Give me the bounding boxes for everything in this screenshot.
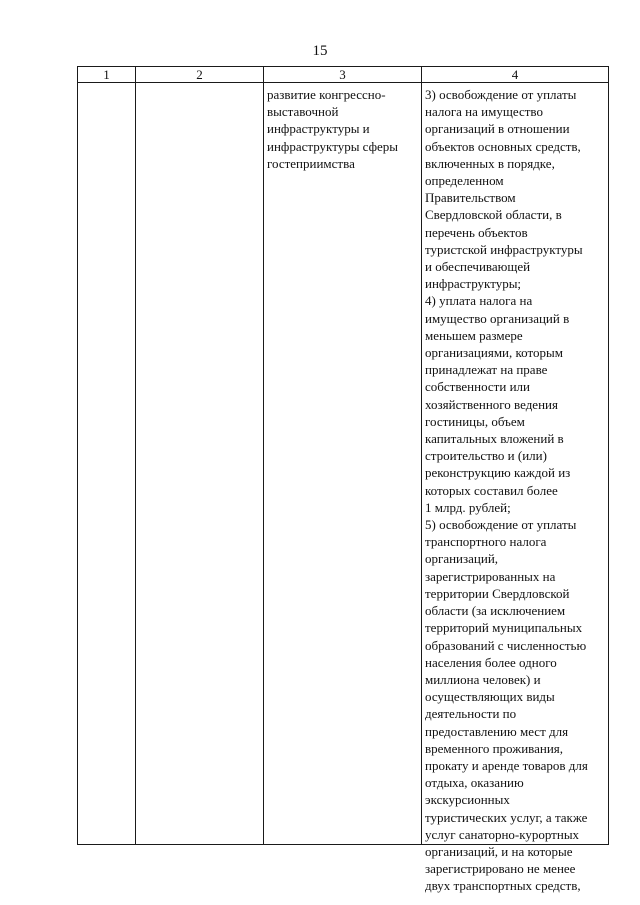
col4-text-line: территории Свердловской <box>425 585 570 601</box>
col4-text-line: деятельности по <box>425 706 517 722</box>
benefits-table <box>77 66 609 894</box>
col4-text-line: экскурсионных <box>425 792 510 808</box>
col4-text-line: услуг санаторно-курортных <box>425 826 580 842</box>
col4-text-line: 3) освобождение от уплаты <box>425 87 577 102</box>
col4-text-line: объектов основных средств, <box>425 138 581 154</box>
col4-text-line: инфраструктуры; <box>425 276 522 292</box>
cell-col-4 <box>422 83 609 894</box>
table-header-row <box>78 67 609 83</box>
col4-text-line: образований с численностью <box>425 637 587 653</box>
col4-text-line: осуществляющих виды <box>425 689 555 705</box>
col4-text-line: 5) освобождение от уплаты <box>425 517 577 533</box>
col4-text-line: включенных в порядке, <box>425 155 555 171</box>
header-col-3: 3 <box>264 67 422 83</box>
col4-text-line: строительство и (или) <box>425 448 547 464</box>
col4-text-line: Свердловской области, в <box>425 207 562 223</box>
col4-text-line: хозяйственного ведения <box>425 396 558 412</box>
col4-text-line: Правительством <box>425 190 516 206</box>
col4-text-line: зарегистрированных на <box>425 568 556 584</box>
col4-text-line: 1 млрд. рублей; <box>425 499 511 515</box>
cell-col-2-text <box>136 83 263 85</box>
header-col-2: 2 <box>136 67 264 83</box>
col4-text-line: перечень объектов <box>425 224 528 240</box>
col3-text-line: выставочной <box>267 104 339 120</box>
col3-text-line: развитие конгрессно- <box>267 87 386 102</box>
col4-text-line: организациями, которым <box>425 345 563 361</box>
col4-text-line: и обеспечивающей <box>425 259 531 275</box>
col3-text-line: гостеприимства <box>267 155 355 171</box>
col4-text-line: области (за исключением <box>425 603 566 619</box>
col4-text-line: меньшем размере <box>425 327 523 343</box>
col4-text-line: собственности или <box>425 379 530 395</box>
page-number: 15 <box>312 43 328 59</box>
col4-text-line: временного проживания, <box>425 740 564 756</box>
header-col-1: 1 <box>78 67 136 83</box>
col4-text-line: капитальных вложений в <box>425 431 564 447</box>
col4-text-line: туристской инфраструктуры <box>425 241 583 257</box>
col3-text-line: инфраструктуры и <box>267 121 370 137</box>
cell-col-3 <box>264 83 422 845</box>
col4-text-line: имущество организаций в <box>425 310 570 326</box>
col4-text-line: налога на имущество <box>425 104 543 120</box>
col4-text-line: организаций, и на которые <box>425 843 573 859</box>
col3-text-line: инфраструктуры сферы <box>267 138 399 154</box>
cell-col-4-text <box>422 83 608 894</box>
cell-col-3-text <box>264 83 421 172</box>
col4-text-line: зарегистрировано не менее <box>425 861 576 877</box>
cell-col-1-text <box>78 83 135 85</box>
col4-text-line: отдыха, оказанию <box>425 775 524 791</box>
col4-text-line: организаций в отношении <box>425 121 570 137</box>
col4-text-line: туристических услуг, а также <box>425 809 588 825</box>
col4-text-line: реконструкцию каждой из <box>425 465 571 481</box>
cell-col-1 <box>78 83 136 845</box>
col4-text-line: гостиницы, объем <box>425 413 525 429</box>
col4-text-line: организаций, <box>425 551 499 567</box>
col4-text-line: 4) уплата налога на <box>425 293 533 309</box>
col4-text-line: прокату и аренде товаров для <box>425 757 588 773</box>
col4-text-line: миллиона человек) и <box>425 671 541 687</box>
col4-text-line: транспортного налога <box>425 534 547 550</box>
table-row <box>78 83 609 845</box>
col4-text-line: принадлежат на праве <box>425 362 548 378</box>
col4-text-line: двух транспортных средств, <box>425 878 581 894</box>
col4-text-line: предоставлению мест для <box>425 723 569 739</box>
header-col-4: 4 <box>422 67 609 83</box>
col4-text-line: территорий муниципальных <box>425 620 583 636</box>
col4-text-line: населения более одного <box>425 654 557 670</box>
col4-text-line: определенном <box>425 173 504 189</box>
cell-col-2 <box>136 83 264 845</box>
col4-text-line: которых составил более <box>425 482 558 498</box>
